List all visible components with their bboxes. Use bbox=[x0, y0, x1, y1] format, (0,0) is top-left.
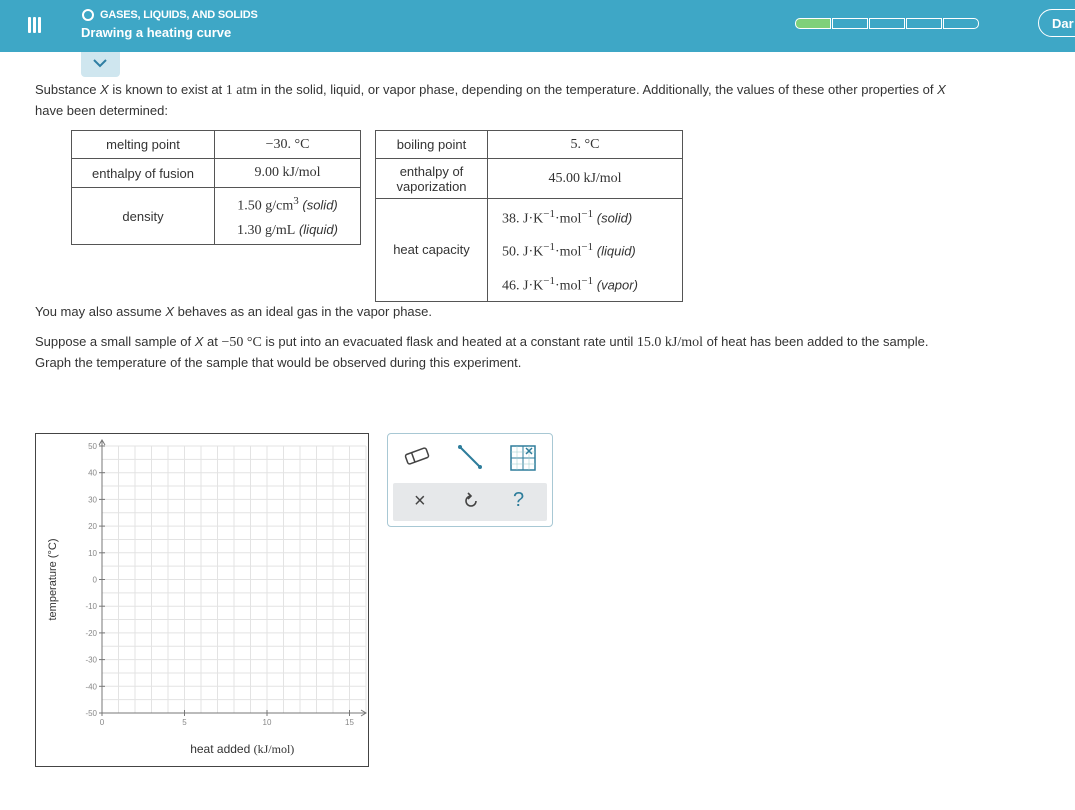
enthalpy-fusion-label: enthalpy of fusion bbox=[72, 159, 215, 188]
collapse-toggle[interactable] bbox=[81, 52, 120, 77]
page-title: Drawing a heating curve bbox=[81, 25, 232, 40]
y-axis-label: temperature (°C) bbox=[47, 538, 59, 621]
progress-segment bbox=[906, 18, 942, 29]
topic-label: GASES, LIQUIDS, AND SOLIDS bbox=[100, 9, 258, 21]
graph-area[interactable] bbox=[35, 433, 369, 767]
topic-dot-icon bbox=[82, 9, 94, 21]
boiling-point-value: 5. °C bbox=[488, 131, 683, 159]
undo-icon[interactable] bbox=[461, 491, 481, 516]
task-paragraph: Suppose a small sample of X at −50 °C is put into an evacuated flask and heated at a constant rate until 15.0 kJ/mol of heat has been added to the sample. Graph the temperature of the sample that would be observed during this experiment. bbox=[35, 334, 929, 370]
graph-canvas[interactable] bbox=[36, 434, 368, 766]
heat-capacity-liquid: 50. $J\cdot K^{-1}\cdot mol^{-1}$ (liquid) bbox=[502, 241, 636, 260]
y-tick-label: -10 bbox=[85, 602, 97, 612]
properties-table-left bbox=[71, 130, 361, 245]
clear-button[interactable]: × bbox=[414, 490, 426, 512]
x-tick-label: 15 bbox=[345, 718, 354, 727]
heat-capacity-solid: 38. $J\cdot K^{-1}\cdot mol^{-1}$ (solid) bbox=[502, 208, 633, 227]
melting-point-label: melting point bbox=[72, 131, 215, 159]
eraser-icon[interactable] bbox=[403, 446, 431, 471]
heat-capacity-label: heat capacity bbox=[376, 199, 488, 302]
y-tick-label: 0 bbox=[92, 575, 97, 585]
top-bar bbox=[0, 0, 1075, 52]
y-tick-label: -20 bbox=[85, 628, 97, 638]
line-segment-icon[interactable] bbox=[456, 443, 484, 476]
x-tick-label: 5 bbox=[182, 718, 187, 727]
heat-capacity-value bbox=[488, 199, 683, 302]
properties-table-right bbox=[375, 130, 683, 302]
boiling-point-label: boiling point bbox=[376, 131, 488, 159]
tool-action-bar bbox=[393, 483, 547, 521]
y-tick-label: 20 bbox=[88, 522, 97, 532]
dark-mode-button[interactable]: Dar bbox=[1038, 9, 1075, 37]
progress-bar bbox=[795, 18, 980, 29]
menu-icon[interactable] bbox=[25, 16, 43, 34]
topic-line bbox=[82, 9, 258, 21]
x-axis-label: heat added (kJ/mol) bbox=[190, 742, 295, 756]
x-tick-label: 0 bbox=[99, 718, 105, 727]
enthalpy-vap-label: enthalpy of vaporization bbox=[376, 159, 488, 199]
y-tick-label: 30 bbox=[88, 495, 97, 505]
progress-segment bbox=[943, 18, 979, 29]
y-tick-label: 50 bbox=[88, 442, 97, 451]
ideal-gas-paragraph: You may also assume X behaves as an ideal gas in the vapor phase. bbox=[35, 304, 432, 319]
graph-tool-panel bbox=[387, 433, 553, 527]
intro-paragraph: Substance X is known to exist at 1 atm in the solid, liquid, or vapor phase, depending on the temperature. Additionally, the values of these other properties of X have been determined: bbox=[35, 82, 946, 118]
graph-check-icon[interactable] bbox=[509, 444, 537, 477]
help-button[interactable]: ? bbox=[513, 489, 525, 511]
progress-segment bbox=[832, 18, 868, 29]
enthalpy-vap-value: 45.00 kJ/mol bbox=[488, 159, 683, 199]
y-tick-label: -30 bbox=[85, 655, 97, 665]
y-tick-label: -50 bbox=[85, 709, 97, 718]
heat-capacity-vapor: 46. $J\cdot K^{-1}\cdot mol^{-1}$ (vapor) bbox=[502, 274, 638, 293]
chevron-down-icon bbox=[93, 59, 107, 68]
progress-segment bbox=[795, 18, 831, 29]
melting-point-value: −30. °C bbox=[215, 131, 361, 159]
progress-segment bbox=[869, 18, 905, 29]
y-tick-label: 10 bbox=[88, 548, 97, 558]
density-label: density bbox=[72, 188, 215, 245]
y-tick-label: -40 bbox=[85, 682, 97, 692]
enthalpy-fusion-value: 9.00 kJ/mol bbox=[215, 159, 361, 188]
x-tick-label: 10 bbox=[262, 718, 272, 727]
density-value: 1.50 $g/cm^3$ (solid) 1.30 g/mL (liquid) bbox=[215, 188, 361, 245]
y-tick-label: 40 bbox=[88, 468, 97, 478]
